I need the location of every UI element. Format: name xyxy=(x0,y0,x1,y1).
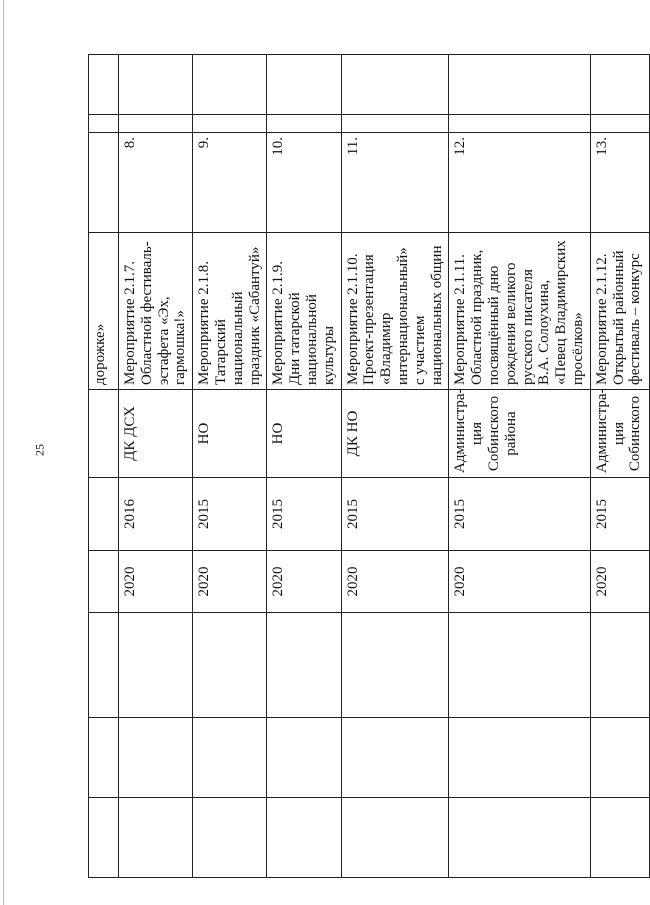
cell xyxy=(89,613,119,718)
cell xyxy=(341,718,449,798)
cell-end-year: 2020 xyxy=(341,551,449,613)
table-row xyxy=(193,55,267,878)
cell-org: НО xyxy=(267,390,341,478)
cell-event: Мероприятие 2.1.11. Областной праздник, посвящённый дню рождения великого русского писателя В.А. Солоухина, «Певец Владимирских просёлков» xyxy=(449,233,590,390)
cell-end-year: 2020 xyxy=(119,551,193,613)
cell-org xyxy=(89,390,119,478)
rotated-table-container xyxy=(88,55,644,878)
cell xyxy=(267,798,341,878)
cell-start-year: 2015 xyxy=(449,478,590,551)
cell xyxy=(449,798,590,878)
cell xyxy=(193,718,267,798)
events-table xyxy=(88,54,650,878)
cell-event: Мероприятие 2.1.9. Дни татарской национальной культуры xyxy=(267,233,341,390)
cell-end-year xyxy=(89,551,119,613)
cell xyxy=(267,115,341,133)
table-row xyxy=(267,55,341,878)
cell-event: дорожке» xyxy=(89,233,119,390)
cell-org: ДК ДСХ xyxy=(119,390,193,478)
cell xyxy=(449,718,590,798)
cell xyxy=(449,613,590,718)
cell-start-year: 2016 xyxy=(119,478,193,551)
cell xyxy=(341,613,449,718)
table-row xyxy=(590,55,649,878)
cell xyxy=(590,115,649,133)
cell xyxy=(89,718,119,798)
cell-org: Администра-ция Собинского xyxy=(590,390,649,478)
cell xyxy=(89,55,119,115)
cell xyxy=(193,798,267,878)
cell xyxy=(590,718,649,798)
cell-start-year xyxy=(89,478,119,551)
cell-org: НО xyxy=(193,390,267,478)
cell-event: Мероприятие 2.1.8. Татарский национальный праздник «Сабантуй» xyxy=(193,233,267,390)
table-row xyxy=(119,55,193,878)
cell-end-year: 2020 xyxy=(590,551,649,613)
cell xyxy=(267,55,341,115)
cell-event: Мероприятие 2.1.12. Открытый районный фестиваль – конкурс xyxy=(590,233,649,390)
cell-event: Мероприятие 2.1.10. Проект-презентация «Владимир интернациональный» с участием национальных общин xyxy=(341,233,449,390)
table-row xyxy=(89,55,119,878)
cell-start-year: 2015 xyxy=(590,478,649,551)
cell xyxy=(119,115,193,133)
cell xyxy=(89,798,119,878)
cell xyxy=(89,115,119,133)
cell-org: Администра-ция Собинского района xyxy=(449,390,590,478)
cell-num: 9. xyxy=(193,133,267,233)
cell-num: 8. xyxy=(119,133,193,233)
cell xyxy=(590,55,649,115)
cell-end-year: 2020 xyxy=(267,551,341,613)
cell xyxy=(193,115,267,133)
cell-event: Мероприятие 2.1.7. Областной фестиваль-эстафета «Эх, гармошка!» xyxy=(119,233,193,390)
cell-org: ДК НО xyxy=(341,390,449,478)
cell xyxy=(449,115,590,133)
cell-end-year: 2020 xyxy=(449,551,590,613)
cell-num: 13. xyxy=(590,133,649,233)
cell xyxy=(119,798,193,878)
cell xyxy=(449,55,590,115)
cell-start-year: 2015 xyxy=(267,478,341,551)
cell xyxy=(341,115,449,133)
cell xyxy=(267,718,341,798)
cell xyxy=(341,55,449,115)
page-number: 25 xyxy=(32,444,47,456)
cell-num: 12. xyxy=(449,133,590,233)
cell-start-year: 2015 xyxy=(193,478,267,551)
page-left-edge xyxy=(3,0,4,905)
cell-num: 10. xyxy=(267,133,341,233)
cell xyxy=(193,55,267,115)
cell xyxy=(267,613,341,718)
table-row xyxy=(449,55,590,878)
cell xyxy=(119,55,193,115)
table-row xyxy=(341,55,449,878)
cell xyxy=(341,798,449,878)
cell xyxy=(590,613,649,718)
cell-end-year: 2020 xyxy=(193,551,267,613)
cell-num xyxy=(89,133,119,233)
cell-num: 11. xyxy=(341,133,449,233)
cell xyxy=(590,798,649,878)
cell xyxy=(193,613,267,718)
cell xyxy=(119,613,193,718)
cell xyxy=(119,718,193,798)
cell-start-year: 2015 xyxy=(341,478,449,551)
